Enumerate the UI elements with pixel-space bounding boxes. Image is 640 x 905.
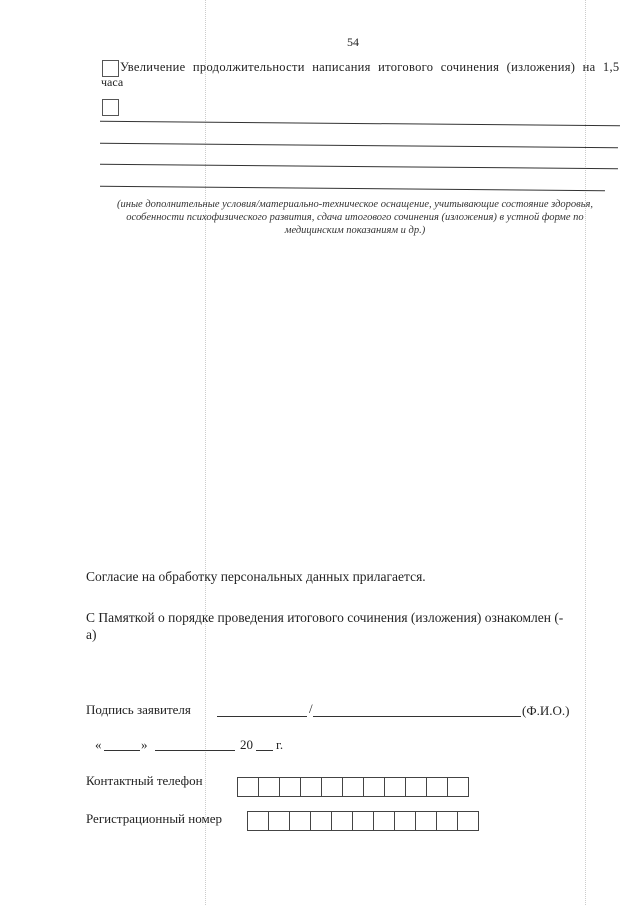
digit-cell[interactable] (289, 811, 311, 831)
digit-cell[interactable] (279, 777, 301, 797)
scan-artifact (205, 0, 206, 905)
phone-label: Контактный телефон (86, 773, 203, 788)
memo-text-cont: а) (86, 627, 97, 642)
date-day-line[interactable] (104, 750, 140, 751)
digit-cell[interactable] (258, 777, 280, 797)
input-line[interactable] (100, 164, 618, 170)
digit-cell[interactable] (457, 811, 479, 831)
page-number: 54 (347, 35, 359, 49)
registration-input-cells[interactable] (248, 811, 479, 831)
digit-cell[interactable] (415, 811, 437, 831)
registration-label: Регистрационный номер (86, 811, 222, 826)
date-month-line[interactable] (155, 750, 235, 751)
date-close-quote: » (141, 737, 148, 752)
date-open-quote: « (95, 737, 102, 752)
digit-cell[interactable] (394, 811, 416, 831)
other-condition-checkbox[interactable] (102, 99, 119, 116)
digit-cell[interactable] (373, 811, 395, 831)
digit-cell[interactable] (342, 777, 364, 797)
signature-line[interactable] (217, 716, 307, 717)
scan-artifact (585, 0, 586, 905)
digit-cell[interactable] (363, 777, 385, 797)
digit-cell[interactable] (310, 811, 332, 831)
input-line[interactable] (100, 121, 620, 127)
input-line[interactable] (100, 186, 605, 191)
digit-cell[interactable] (247, 811, 269, 831)
digit-cell[interactable] (447, 777, 469, 797)
signature-slash: / (309, 701, 313, 716)
consent-text: Согласие на обработку персональных данных прилагается. (86, 569, 426, 584)
date-year-line[interactable] (256, 750, 273, 751)
digit-cell[interactable] (405, 777, 427, 797)
input-line[interactable] (100, 143, 618, 149)
fio-label: (Ф.И.О.) (522, 703, 570, 718)
digit-cell[interactable] (268, 811, 290, 831)
digit-cell[interactable] (321, 777, 343, 797)
date-year-suffix: г. (276, 737, 284, 752)
extra-time-label: Увеличение продолжительности написания итогового сочинения (изложения) на 1,5 (120, 60, 620, 74)
fio-line[interactable] (313, 716, 521, 717)
digit-cell[interactable] (352, 811, 374, 831)
other-conditions-note: (иные дополнительные условия/материально-техническое оснащение, учитывающие состояние здоровья, особенности психофизического развития, сдача итогового сочинения (изложения) в устной форме по медицинским показаниям и др.) (116, 199, 594, 236)
memo-text: С Памяткой о порядке проведения итогового сочинения (изложения) ознакомлен (- (86, 610, 564, 625)
digit-cell[interactable] (237, 777, 259, 797)
date-year-prefix: 20 (240, 737, 253, 752)
digit-cell[interactable] (426, 777, 448, 797)
phone-input-cells[interactable] (238, 777, 469, 797)
extra-time-label-cont: часа (101, 75, 124, 89)
signature-label: Подпись заявителя (86, 702, 191, 717)
digit-cell[interactable] (436, 811, 458, 831)
digit-cell[interactable] (300, 777, 322, 797)
digit-cell[interactable] (384, 777, 406, 797)
digit-cell[interactable] (331, 811, 353, 831)
